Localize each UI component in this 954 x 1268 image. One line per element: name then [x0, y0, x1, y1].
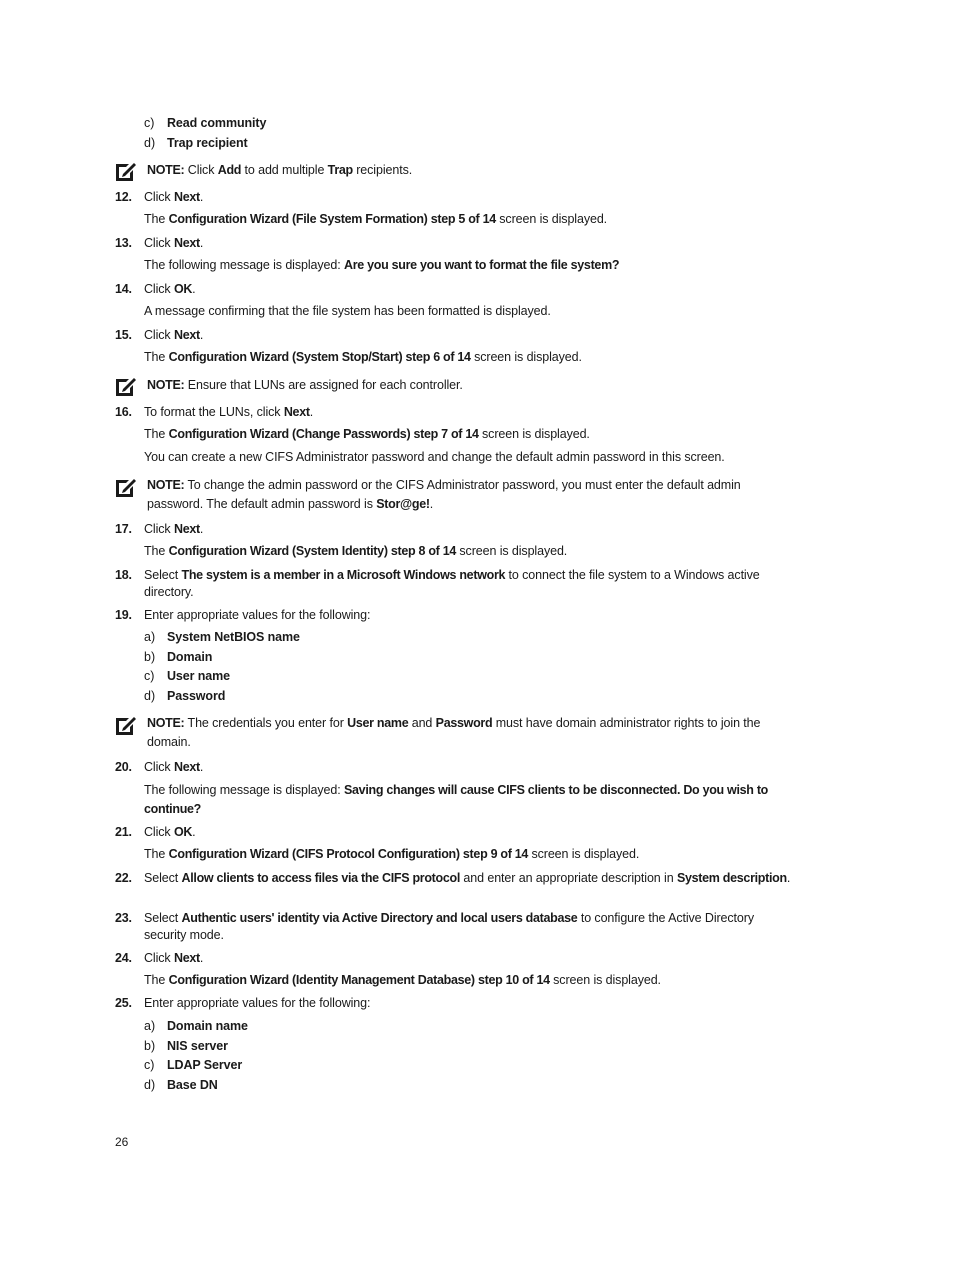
note-2: NOTE: Ensure that LUNs are assigned for each controller.: [147, 378, 463, 392]
step-number: 15.: [115, 328, 132, 342]
step-14-desc: A message confirming that the file system has been formatted is displayed.: [144, 304, 551, 318]
step-number: 20.: [115, 760, 132, 774]
step-number: 22.: [115, 871, 132, 885]
sub-item-text: Trap recipient: [167, 136, 248, 150]
step-number: 17.: [115, 522, 132, 536]
sub-item-text: Domain name: [167, 1019, 248, 1033]
step-number: 25.: [115, 996, 132, 1010]
step-16-text: To format the LUNs, click Next.: [144, 405, 314, 419]
step-12-text: Click Next.: [144, 190, 204, 204]
step-15-desc: The Configuration Wizard (System Stop/Start) step 6 of 14 screen is displayed.: [144, 350, 582, 364]
step-21-text: Click OK.: [144, 825, 196, 839]
sub-item-text: User name: [167, 669, 231, 683]
sub-item-letter: c): [144, 116, 155, 130]
step-16-desc-2: You can create a new CIFS Administrator password and change the default admin password in this screen.: [144, 450, 725, 464]
sub-item-letter: a): [144, 630, 156, 644]
step-number: 16.: [115, 405, 132, 419]
note-pencil-icon: [115, 162, 137, 182]
sub-item-letter: b): [144, 650, 156, 664]
note-pencil-icon: [115, 716, 137, 736]
step-13-desc: The following message is displayed: Are you sure you want to format the file system?: [144, 258, 620, 272]
sub-item-text: System NetBIOS name: [167, 630, 300, 644]
note-1: NOTE: Click Add to add multiple Trap recipients.: [147, 163, 413, 177]
sub-item-text: NIS server: [167, 1039, 228, 1053]
step-18-text: Select The system is a member in a Microsoft Windows network to connect the file system to a Windows active directory.: [144, 568, 760, 599]
step-20-text: Click Next.: [144, 760, 204, 774]
step-number: 14.: [115, 282, 132, 296]
sub-item-text: Read community: [167, 116, 267, 130]
step-number: 23.: [115, 911, 132, 925]
step-17-desc: The Configuration Wizard (System Identity) step 8 of 14 screen is displayed.: [144, 544, 568, 558]
step-23-text: Select Authentic users' identity via Active Directory and local users database to configure the Active Directory security mode.: [144, 911, 754, 942]
step-22-text: Select Allow clients to access files via the CIFS protocol and enter an appropriate description in System description.: [144, 871, 791, 885]
sub-item-letter: a): [144, 1019, 156, 1033]
step-24-desc: The Configuration Wizard (Identity Management Database) step 10 of 14 screen is displayed.: [144, 973, 661, 987]
step-19-text: Enter appropriate values for the following:: [144, 608, 371, 622]
note-pencil-icon: [115, 478, 137, 498]
note-pencil-icon: [115, 377, 137, 397]
page-number: 26: [115, 1135, 129, 1149]
step-number: 13.: [115, 236, 132, 250]
step-number: 21.: [115, 825, 132, 839]
step-number: 18.: [115, 568, 132, 582]
step-16-desc: The Configuration Wizard (Change Passwords) step 7 of 14 screen is displayed.: [144, 427, 590, 441]
note-4: NOTE: The credentials you enter for User name and Password must have domain administrator rights to join the domain.: [147, 716, 761, 749]
note-3: NOTE: To change the admin password or the CIFS Administrator password, you must enter the default admin password. The default admin password is Stor@ge!.: [147, 478, 741, 511]
sub-item-text: Domain: [167, 650, 213, 664]
sub-item-letter: d): [144, 1078, 156, 1092]
step-15-text: Click Next.: [144, 328, 204, 342]
step-20-desc: The following message is displayed: Saving changes will cause CIFS clients to be disconnected. Do you wish to continue?: [144, 783, 769, 816]
sub-item-letter: b): [144, 1039, 156, 1053]
step-21-desc: The Configuration Wizard (CIFS Protocol Configuration) step 9 of 14 screen is displayed.: [144, 847, 640, 861]
sub-item-letter: c): [144, 669, 155, 683]
sub-item-text: LDAP Server: [167, 1058, 243, 1072]
sub-item-text: Base DN: [167, 1078, 218, 1092]
step-13-text: Click Next.: [144, 236, 204, 250]
step-12-desc: The Configuration Wizard (File System Formation) step 5 of 14 screen is displayed.: [144, 212, 608, 226]
step-25-text: Enter appropriate values for the following:: [144, 996, 371, 1010]
step-17-text: Click Next.: [144, 522, 204, 536]
step-24-text: Click Next.: [144, 951, 204, 965]
sub-item-letter: c): [144, 1058, 155, 1072]
sub-item-letter: d): [144, 689, 156, 703]
step-number: 12.: [115, 190, 132, 204]
step-number: 19.: [115, 608, 132, 622]
sub-item-letter: d): [144, 136, 156, 150]
sub-item-text: Password: [167, 689, 226, 703]
step-number: 24.: [115, 951, 132, 965]
step-14-text: Click OK.: [144, 282, 196, 296]
